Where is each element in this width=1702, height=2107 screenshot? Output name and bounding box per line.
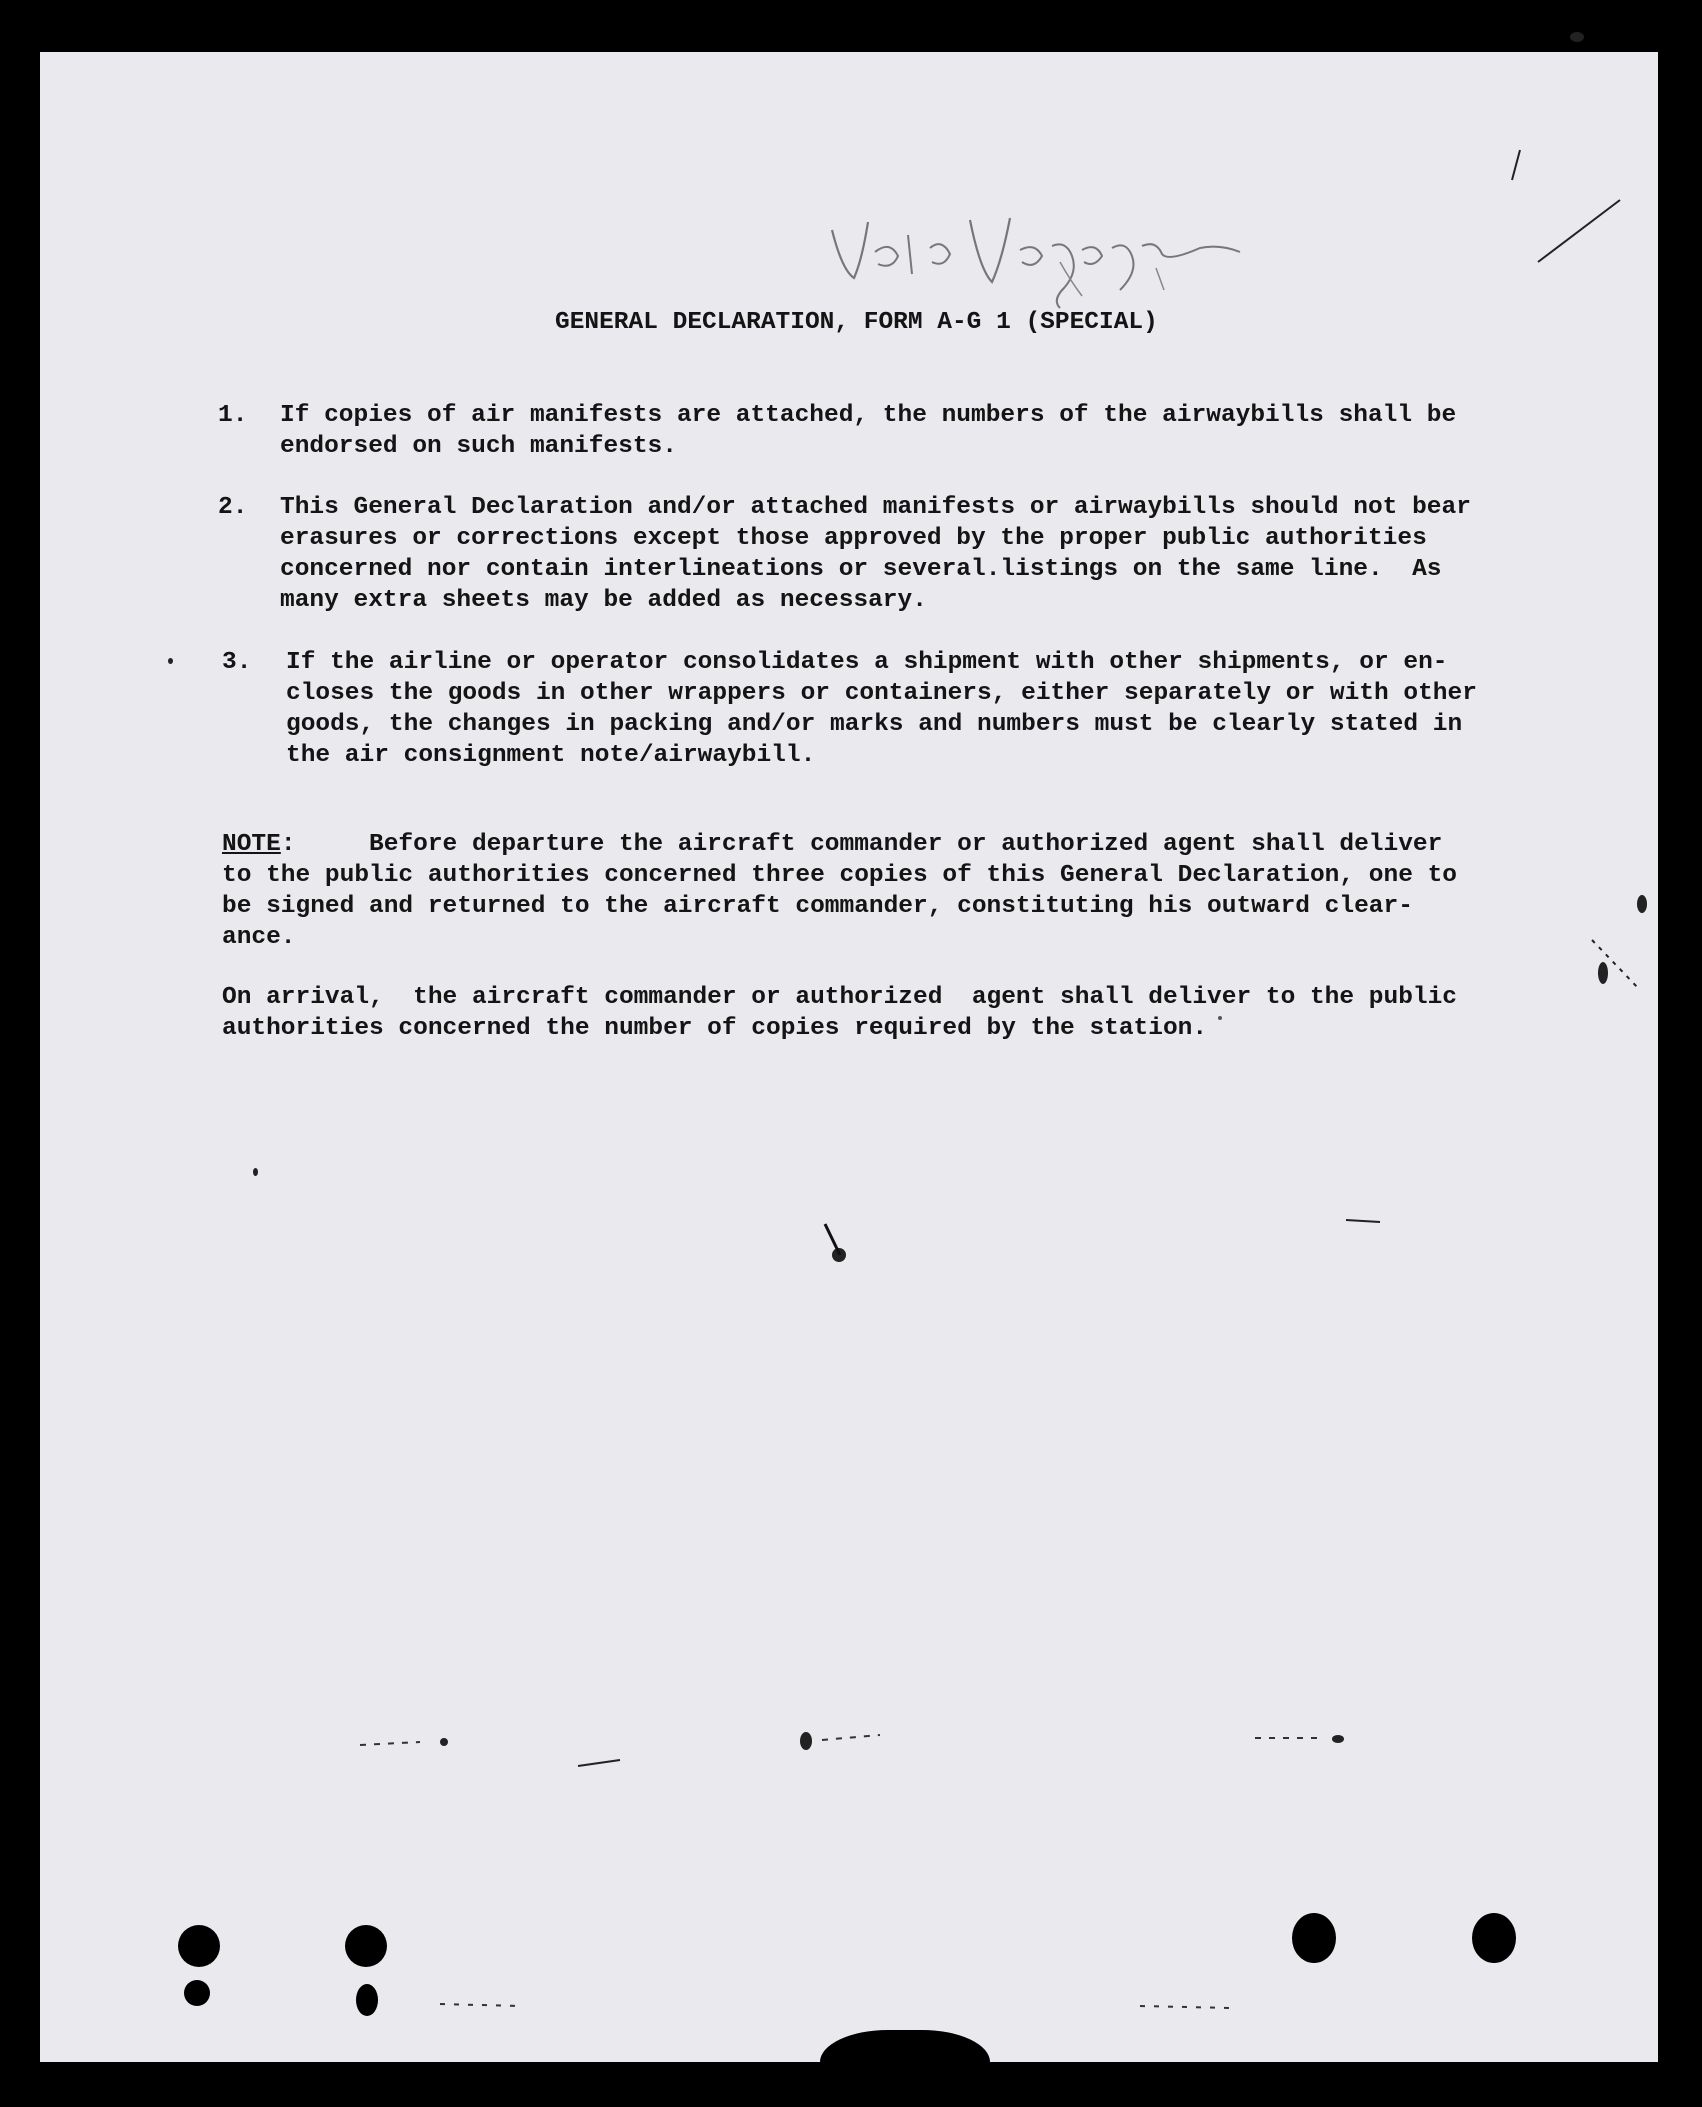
item-line: endorsed on such manifests. bbox=[280, 433, 677, 460]
svg-text:Kardo Vargas: Kardo Vargas bbox=[820, 200, 826, 201]
item-line: If the airline or operator consolidates a shipment with other shipments, or en- bbox=[286, 649, 1448, 676]
item-line: concerned nor contain interlineations or several.listings on the same line. As bbox=[280, 556, 1442, 583]
item-number: 1. bbox=[218, 402, 248, 429]
note-label: NOTE bbox=[222, 831, 281, 858]
note-line: be signed and returned to the aircraft commander, constituting his outward clear- bbox=[222, 893, 1413, 920]
note-line: ance. bbox=[222, 924, 296, 951]
note-line: to the public authorities concerned three copies of this General Declaration, one to bbox=[222, 862, 1458, 889]
item-line: closes the goods in other wrappers or containers, either separately or with other bbox=[286, 680, 1477, 707]
note-line: : Before departure the aircraft commander or authorized agent shall deliver bbox=[280, 831, 1443, 858]
item-line: If copies of air manifests are attached, the numbers of the airwaybills shall be bbox=[280, 402, 1457, 429]
item-line: goods, the changes in packing and/or marks and numbers must be clearly stated in bbox=[286, 711, 1463, 738]
item-number: 2. bbox=[218, 494, 248, 521]
item-line: This General Declaration and/or attached manifests or airwaybills should not bear bbox=[280, 494, 1471, 521]
document-title: GENERAL DECLARATION, FORM A-G 1 (SPECIAL) bbox=[555, 309, 1158, 336]
arrival-line: authorities concerned the number of copies required by the station. bbox=[222, 1015, 1208, 1042]
item-line: many extra sheets may be added as necessary. bbox=[280, 587, 927, 614]
item-number: 3. bbox=[222, 649, 252, 676]
arrival-line: On arrival, the aircraft commander or authorized agent shall deliver to the public bbox=[222, 984, 1458, 1011]
item-line: the air consignment note/airwaybill. bbox=[286, 742, 816, 769]
item-line: erasures or corrections except those approved by the proper public authorities bbox=[280, 525, 1427, 552]
